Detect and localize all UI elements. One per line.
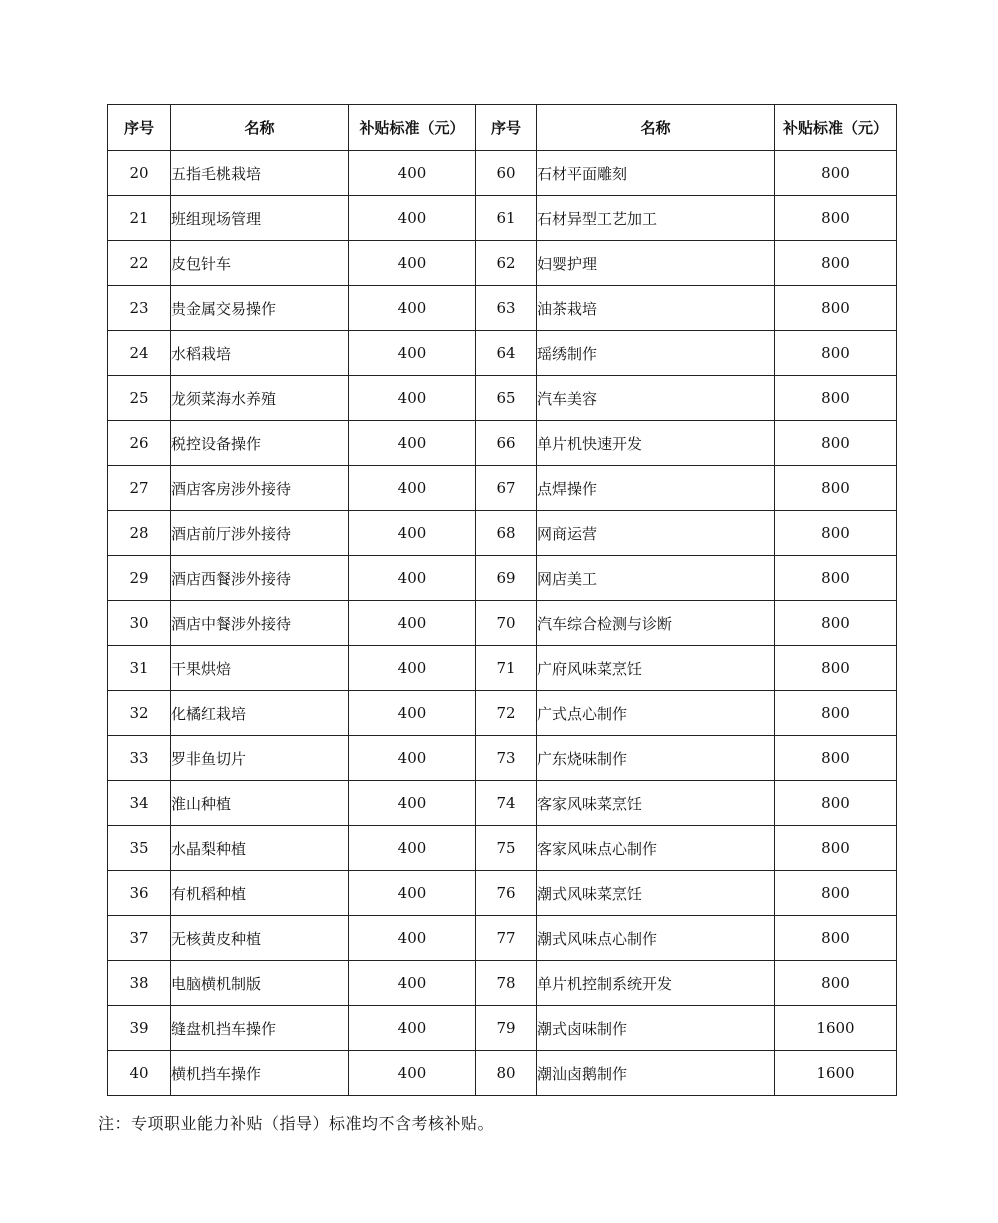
right-name-cell: 客家风味点心制作 bbox=[537, 826, 775, 871]
left-seq-cell: 23 bbox=[108, 286, 171, 331]
right-amount-cell: 800 bbox=[775, 286, 897, 331]
right-seq-cell: 71 bbox=[476, 646, 537, 691]
right-seq-cell: 79 bbox=[476, 1006, 537, 1051]
right-seq-cell: 74 bbox=[476, 781, 537, 826]
table-row bbox=[108, 1006, 897, 1051]
left-amount-cell: 400 bbox=[349, 826, 476, 871]
left-seq-cell: 40 bbox=[108, 1051, 171, 1096]
right-name-cell: 广府风味菜烹饪 bbox=[537, 646, 775, 691]
left-name-cell: 罗非鱼切片 bbox=[171, 736, 349, 781]
right-seq-cell: 70 bbox=[476, 601, 537, 646]
right-amount-cell: 1600 bbox=[775, 1006, 897, 1051]
right-seq-cell: 68 bbox=[476, 511, 537, 556]
right-amount-cell: 800 bbox=[775, 826, 897, 871]
header-seq-right: 序号 bbox=[476, 105, 537, 151]
right-seq-cell: 63 bbox=[476, 286, 537, 331]
right-seq-cell: 80 bbox=[476, 1051, 537, 1096]
right-amount-cell: 800 bbox=[775, 691, 897, 736]
left-name-cell: 化橘红栽培 bbox=[171, 691, 349, 736]
left-seq-cell: 30 bbox=[108, 601, 171, 646]
right-seq-cell: 62 bbox=[476, 241, 537, 286]
left-seq-cell: 20 bbox=[108, 151, 171, 196]
left-name-cell: 干果烘焙 bbox=[171, 646, 349, 691]
left-name-cell: 水稻栽培 bbox=[171, 331, 349, 376]
left-name-cell: 税控设备操作 bbox=[171, 421, 349, 466]
right-name-cell: 潮式风味菜烹饪 bbox=[537, 871, 775, 916]
left-seq-cell: 33 bbox=[108, 736, 171, 781]
right-amount-cell: 800 bbox=[775, 466, 897, 511]
right-name-cell: 瑶绣制作 bbox=[537, 331, 775, 376]
right-name-cell: 单片机快速开发 bbox=[537, 421, 775, 466]
footnote: 注：专项职业能力补贴（指导）标准均不含考核补贴。 bbox=[98, 1114, 495, 1133]
left-amount-cell: 400 bbox=[349, 286, 476, 331]
right-seq-cell: 61 bbox=[476, 196, 537, 241]
right-seq-cell: 75 bbox=[476, 826, 537, 871]
left-name-cell: 龙须菜海水养殖 bbox=[171, 376, 349, 421]
table-row bbox=[108, 601, 897, 646]
right-amount-cell: 800 bbox=[775, 331, 897, 376]
left-seq-cell: 38 bbox=[108, 961, 171, 1006]
left-name-cell: 酒店前厅涉外接待 bbox=[171, 511, 349, 556]
right-amount-cell: 800 bbox=[775, 601, 897, 646]
table-row bbox=[108, 376, 897, 421]
table-row bbox=[108, 241, 897, 286]
right-amount-cell: 800 bbox=[775, 196, 897, 241]
left-name-cell: 无核黄皮种植 bbox=[171, 916, 349, 961]
right-name-cell: 单片机控制系统开发 bbox=[537, 961, 775, 1006]
right-seq-cell: 65 bbox=[476, 376, 537, 421]
left-amount-cell: 400 bbox=[349, 421, 476, 466]
left-name-cell: 五指毛桃栽培 bbox=[171, 151, 349, 196]
right-amount-cell: 800 bbox=[775, 421, 897, 466]
left-amount-cell: 400 bbox=[349, 871, 476, 916]
left-amount-cell: 400 bbox=[349, 601, 476, 646]
right-name-cell: 网店美工 bbox=[537, 556, 775, 601]
right-seq-cell: 76 bbox=[476, 871, 537, 916]
table-row bbox=[108, 646, 897, 691]
left-seq-cell: 31 bbox=[108, 646, 171, 691]
left-name-cell: 淮山种植 bbox=[171, 781, 349, 826]
table-row bbox=[108, 556, 897, 601]
right-amount-cell: 800 bbox=[775, 646, 897, 691]
left-amount-cell: 400 bbox=[349, 646, 476, 691]
right-name-cell: 石材平面雕刻 bbox=[537, 151, 775, 196]
left-name-cell: 横机挡车操作 bbox=[171, 1051, 349, 1096]
right-seq-cell: 77 bbox=[476, 916, 537, 961]
right-amount-cell: 800 bbox=[775, 241, 897, 286]
right-name-cell: 点焊操作 bbox=[537, 466, 775, 511]
left-name-cell: 缝盘机挡车操作 bbox=[171, 1006, 349, 1051]
right-name-cell: 汽车综合检测与诊断 bbox=[537, 601, 775, 646]
header-amount-right: 补贴标准（元） bbox=[775, 105, 897, 151]
table-row bbox=[108, 916, 897, 961]
header-name-left: 名称 bbox=[171, 105, 349, 151]
table-body bbox=[108, 151, 897, 1096]
left-name-cell: 电脑横机制版 bbox=[171, 961, 349, 1006]
header-amount-left: 补贴标准（元） bbox=[349, 105, 476, 151]
right-name-cell: 潮式卤味制作 bbox=[537, 1006, 775, 1051]
left-amount-cell: 400 bbox=[349, 961, 476, 1006]
left-seq-cell: 34 bbox=[108, 781, 171, 826]
right-amount-cell: 800 bbox=[775, 736, 897, 781]
right-seq-cell: 78 bbox=[476, 961, 537, 1006]
right-seq-cell: 60 bbox=[476, 151, 537, 196]
left-amount-cell: 400 bbox=[349, 376, 476, 421]
left-name-cell: 贵金属交易操作 bbox=[171, 286, 349, 331]
right-name-cell: 广东烧味制作 bbox=[537, 736, 775, 781]
left-name-cell: 班组现场管理 bbox=[171, 196, 349, 241]
left-name-cell: 皮包针车 bbox=[171, 241, 349, 286]
left-amount-cell: 400 bbox=[349, 196, 476, 241]
left-amount-cell: 400 bbox=[349, 736, 476, 781]
left-amount-cell: 400 bbox=[349, 1051, 476, 1096]
right-name-cell: 网商运营 bbox=[537, 511, 775, 556]
right-amount-cell: 800 bbox=[775, 151, 897, 196]
left-amount-cell: 400 bbox=[349, 556, 476, 601]
header-seq-left: 序号 bbox=[108, 105, 171, 151]
right-seq-cell: 73 bbox=[476, 736, 537, 781]
left-amount-cell: 400 bbox=[349, 331, 476, 376]
left-name-cell: 酒店西餐涉外接待 bbox=[171, 556, 349, 601]
table-row bbox=[108, 196, 897, 241]
subsidy-table bbox=[107, 104, 897, 1096]
right-name-cell: 潮汕卤鹅制作 bbox=[537, 1051, 775, 1096]
left-amount-cell: 400 bbox=[349, 1006, 476, 1051]
left-seq-cell: 28 bbox=[108, 511, 171, 556]
left-name-cell: 酒店客房涉外接待 bbox=[171, 466, 349, 511]
right-name-cell: 石材异型工艺加工 bbox=[537, 196, 775, 241]
right-seq-cell: 69 bbox=[476, 556, 537, 601]
right-amount-cell: 800 bbox=[775, 916, 897, 961]
table-row bbox=[108, 736, 897, 781]
left-seq-cell: 25 bbox=[108, 376, 171, 421]
left-seq-cell: 39 bbox=[108, 1006, 171, 1051]
right-seq-cell: 67 bbox=[476, 466, 537, 511]
right-seq-cell: 72 bbox=[476, 691, 537, 736]
table-row bbox=[108, 781, 897, 826]
left-seq-cell: 27 bbox=[108, 466, 171, 511]
right-name-cell: 客家风味菜烹饪 bbox=[537, 781, 775, 826]
left-seq-cell: 21 bbox=[108, 196, 171, 241]
left-seq-cell: 37 bbox=[108, 916, 171, 961]
right-amount-cell: 800 bbox=[775, 556, 897, 601]
left-amount-cell: 400 bbox=[349, 781, 476, 826]
table-row bbox=[108, 826, 897, 871]
table-row bbox=[108, 871, 897, 916]
table-row bbox=[108, 466, 897, 511]
right-name-cell: 油茶栽培 bbox=[537, 286, 775, 331]
table-row bbox=[108, 331, 897, 376]
header-name-right: 名称 bbox=[537, 105, 775, 151]
table-header bbox=[108, 105, 897, 151]
left-name-cell: 水晶梨种植 bbox=[171, 826, 349, 871]
table-row bbox=[108, 421, 897, 466]
left-amount-cell: 400 bbox=[349, 466, 476, 511]
table-row bbox=[108, 286, 897, 331]
right-amount-cell: 800 bbox=[775, 781, 897, 826]
table-row bbox=[108, 511, 897, 556]
right-name-cell: 广式点心制作 bbox=[537, 691, 775, 736]
left-amount-cell: 400 bbox=[349, 916, 476, 961]
left-seq-cell: 29 bbox=[108, 556, 171, 601]
left-seq-cell: 24 bbox=[108, 331, 171, 376]
right-seq-cell: 66 bbox=[476, 421, 537, 466]
right-name-cell: 妇婴护理 bbox=[537, 241, 775, 286]
right-amount-cell: 800 bbox=[775, 871, 897, 916]
right-amount-cell: 800 bbox=[775, 376, 897, 421]
left-seq-cell: 32 bbox=[108, 691, 171, 736]
table-row bbox=[108, 691, 897, 736]
left-name-cell: 有机稻种植 bbox=[171, 871, 349, 916]
header-row bbox=[108, 105, 897, 151]
right-amount-cell: 1600 bbox=[775, 1051, 897, 1096]
table-row bbox=[108, 1051, 897, 1096]
right-seq-cell: 64 bbox=[476, 331, 537, 376]
left-amount-cell: 400 bbox=[349, 511, 476, 556]
left-seq-cell: 35 bbox=[108, 826, 171, 871]
left-seq-cell: 36 bbox=[108, 871, 171, 916]
left-amount-cell: 400 bbox=[349, 241, 476, 286]
right-amount-cell: 800 bbox=[775, 511, 897, 556]
left-name-cell: 酒店中餐涉外接待 bbox=[171, 601, 349, 646]
right-amount-cell: 800 bbox=[775, 961, 897, 1006]
right-name-cell: 潮式风味点心制作 bbox=[537, 916, 775, 961]
table-row bbox=[108, 961, 897, 1006]
right-name-cell: 汽车美容 bbox=[537, 376, 775, 421]
left-seq-cell: 22 bbox=[108, 241, 171, 286]
table-row bbox=[108, 151, 897, 196]
left-amount-cell: 400 bbox=[349, 691, 476, 736]
left-amount-cell: 400 bbox=[349, 151, 476, 196]
left-seq-cell: 26 bbox=[108, 421, 171, 466]
